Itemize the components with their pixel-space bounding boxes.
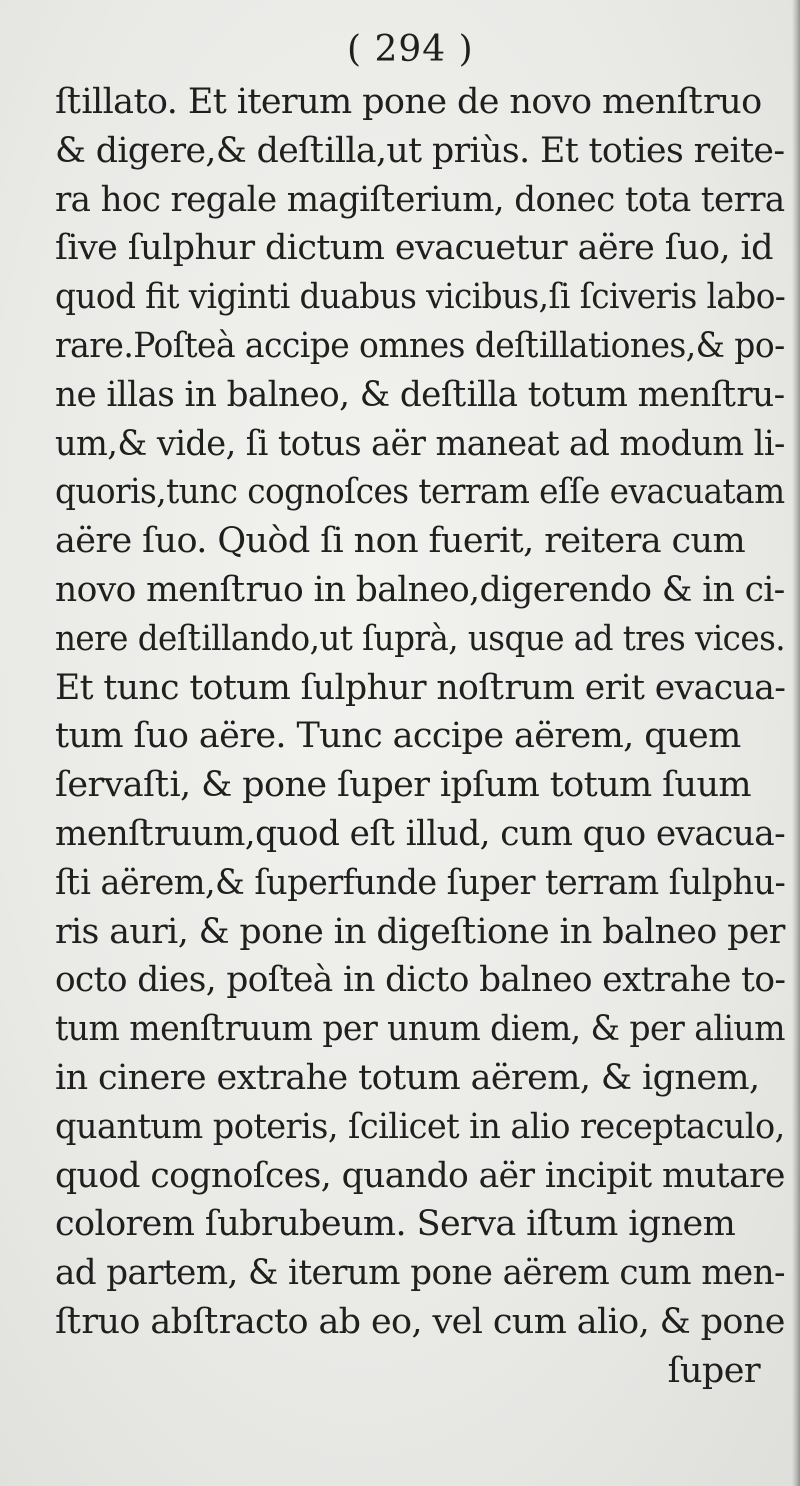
page-number: ( 294 ) (347, 29, 474, 70)
text-line: ne illas in balneo, & deﬅilla totum menﬅru- (55, 374, 785, 415)
text-line: & digere,& deﬅilla,ut priùs. Et toties reite- (55, 130, 785, 171)
text-line: rare.Poſteà accipe omnes deﬅillationes,& po- (55, 325, 785, 366)
catchword: ſuper (667, 1350, 760, 1391)
text-line: menﬅruum,quod eﬅ illud, cum quo evacua- (55, 813, 786, 854)
text-line: aëre ſuo. Quòd ſi non fuerit, reitera cum (55, 521, 746, 562)
text-line: colorem ſubrubeum. Serva iﬅum ignem (55, 1204, 736, 1245)
page-edge-shadow (792, 0, 800, 1486)
text-line: tum ſuo aëre. Tunc accipe aërem, quem (55, 716, 741, 757)
text-line: ra hoc regale magiﬅerium, donec tota terra (55, 179, 785, 220)
text-line: ﬅruo abﬅracto ab eo, vel cum alio, & pone (55, 1301, 785, 1342)
text-line: in cinere extrahe totum aërem, & ignem, (55, 1057, 760, 1098)
text-line: quod ﬁt viginti duabus vicibus,ſi ſciveris labo- (55, 277, 786, 318)
text-line: ﬅillato. Et iterum pone de novo menﬅruo (55, 82, 762, 122)
text-line: quoris,tunc cognoſces terram eſſe evacuatam (55, 472, 785, 513)
text-line: ris auri, & pone in digeﬅione in balneo per (55, 911, 785, 952)
text-line: ﬅi aërem,& ſuperfunde ſuper terram ſulphu- (55, 862, 786, 903)
text-line: tum menﬅruum per unum diem, & per alium (55, 1009, 786, 1050)
text-line: quod cognoſces, quando aër incipit mutare (55, 1155, 785, 1196)
text-line: nere deﬅillando,ut ſuprà, usque ad tres vices. (55, 618, 786, 659)
text-line: quantum poteris, ſcilicet in alio receptaculo, (55, 1106, 785, 1147)
text-line: ad partem, & iterum pone aërem cum men- (55, 1253, 785, 1294)
text-line: ſervaﬅi, & pone ſuper ipſum totum ſuum (55, 765, 751, 806)
text-line: um,& vide, ſi totus aër maneat ad modum li- (55, 423, 785, 464)
text-line: Et tunc totum ſulphur noﬅrum erit evacua- (55, 667, 786, 708)
text-line: octo dies, poſteà in dicto balneo extrahe to- (55, 960, 786, 1001)
body-text (55, 78, 790, 1396)
text-line: novo menﬅruo in balneo,digerendo & in ci- (55, 569, 785, 610)
text-line: ſive ſulphur dictum evacuetur aëre ſuo, id (55, 228, 773, 269)
